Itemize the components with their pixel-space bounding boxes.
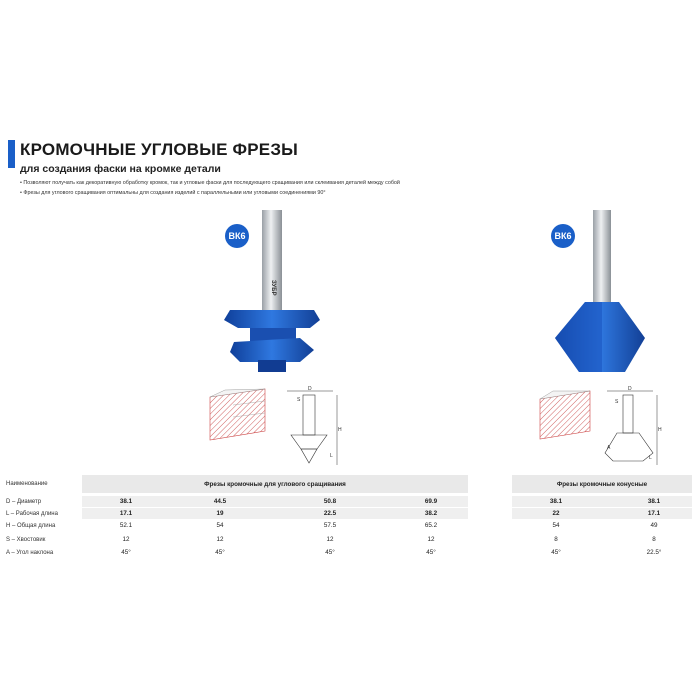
- right-group-header: Фрезы кромочные конусные: [512, 475, 692, 493]
- table-cell: 49: [650, 522, 658, 529]
- table-cell: 38.1: [549, 498, 563, 505]
- page-title: КРОМОЧНЫЕ УГЛОВЫЕ ФРЕЗЫ: [20, 140, 299, 159]
- table-cell: 45°: [325, 549, 335, 556]
- svg-text:H: H: [658, 427, 662, 433]
- material-badge-right: ВК6: [551, 224, 575, 248]
- feature-item: • Позволяют получать как декоративную обработку кромок, так и угловые фаски для последующего сращивания или склеивания деталей между собой: [20, 178, 400, 188]
- table-cell: 12: [216, 536, 224, 543]
- table-cell: 12: [326, 536, 334, 543]
- table-cell: 12: [427, 536, 435, 543]
- table-cell: 54: [216, 522, 224, 529]
- page-subtitle: для создания фаски на кромке детали: [20, 163, 221, 175]
- table-cell: 44.5: [213, 498, 227, 505]
- table-cell: 45°: [121, 549, 131, 556]
- table-cell: 38.2: [424, 510, 438, 517]
- table-cell: 8: [652, 536, 656, 543]
- table-cell: 38.1: [119, 498, 133, 505]
- table-cell: 45°: [215, 549, 225, 556]
- table-cell: 22.5°: [646, 549, 662, 556]
- title-accent-bar: [8, 140, 15, 168]
- table-cell: 22.5: [323, 510, 337, 517]
- svg-text:D: D: [308, 386, 312, 392]
- left-group-header: Фрезы кромочные для углового сращивания: [82, 475, 468, 493]
- table-cell: 54: [552, 522, 560, 529]
- table-cell: 8: [554, 536, 558, 543]
- table-cell: 65.2: [424, 522, 438, 529]
- row-label: A – Угол наклона: [6, 550, 54, 556]
- table-cell: 38.1: [647, 498, 661, 505]
- svg-text:L: L: [649, 455, 652, 461]
- corner-joint-cutter-image: [210, 210, 330, 380]
- table-cell: 45°: [426, 549, 436, 556]
- right-technical-drawing: [535, 385, 665, 473]
- cone-cutter-image: [545, 210, 655, 380]
- row-label: H – Общая длина: [6, 523, 56, 529]
- shank-brand-label: ЗУБР: [270, 280, 276, 296]
- table-cell: 17.1: [647, 510, 661, 517]
- name-column-header: Наименование: [6, 481, 48, 487]
- table-cell: 17.1: [119, 510, 133, 517]
- table-cell: 69.9: [424, 498, 438, 505]
- svg-text:S: S: [615, 399, 619, 405]
- table-cell: 12: [122, 536, 130, 543]
- svg-text:A: A: [607, 445, 611, 451]
- table-cell: 52.1: [119, 522, 133, 529]
- feature-item: • Фрезы для углового сращивания оптимальны для создания изделий с параллельными или угловыми соединениями 90°: [20, 188, 400, 198]
- svg-text:L: L: [330, 453, 333, 459]
- svg-text:D: D: [628, 386, 632, 392]
- table-cell: 50.8: [323, 498, 337, 505]
- row-label: L – Рабочая длина: [6, 511, 58, 517]
- svg-text:H: H: [338, 427, 342, 433]
- table-cell: 57.5: [323, 522, 337, 529]
- row-label: S – Хвостовик: [6, 537, 46, 543]
- table-cell: 19: [216, 510, 224, 517]
- svg-text:S: S: [297, 397, 301, 403]
- table-cell: 22: [552, 510, 560, 517]
- row-label: D – Диаметр: [6, 499, 42, 505]
- material-badge-left: ВК6: [225, 224, 249, 248]
- feature-list: [20, 178, 400, 198]
- left-technical-drawing: [205, 385, 350, 473]
- table-cell: 45°: [551, 549, 561, 556]
